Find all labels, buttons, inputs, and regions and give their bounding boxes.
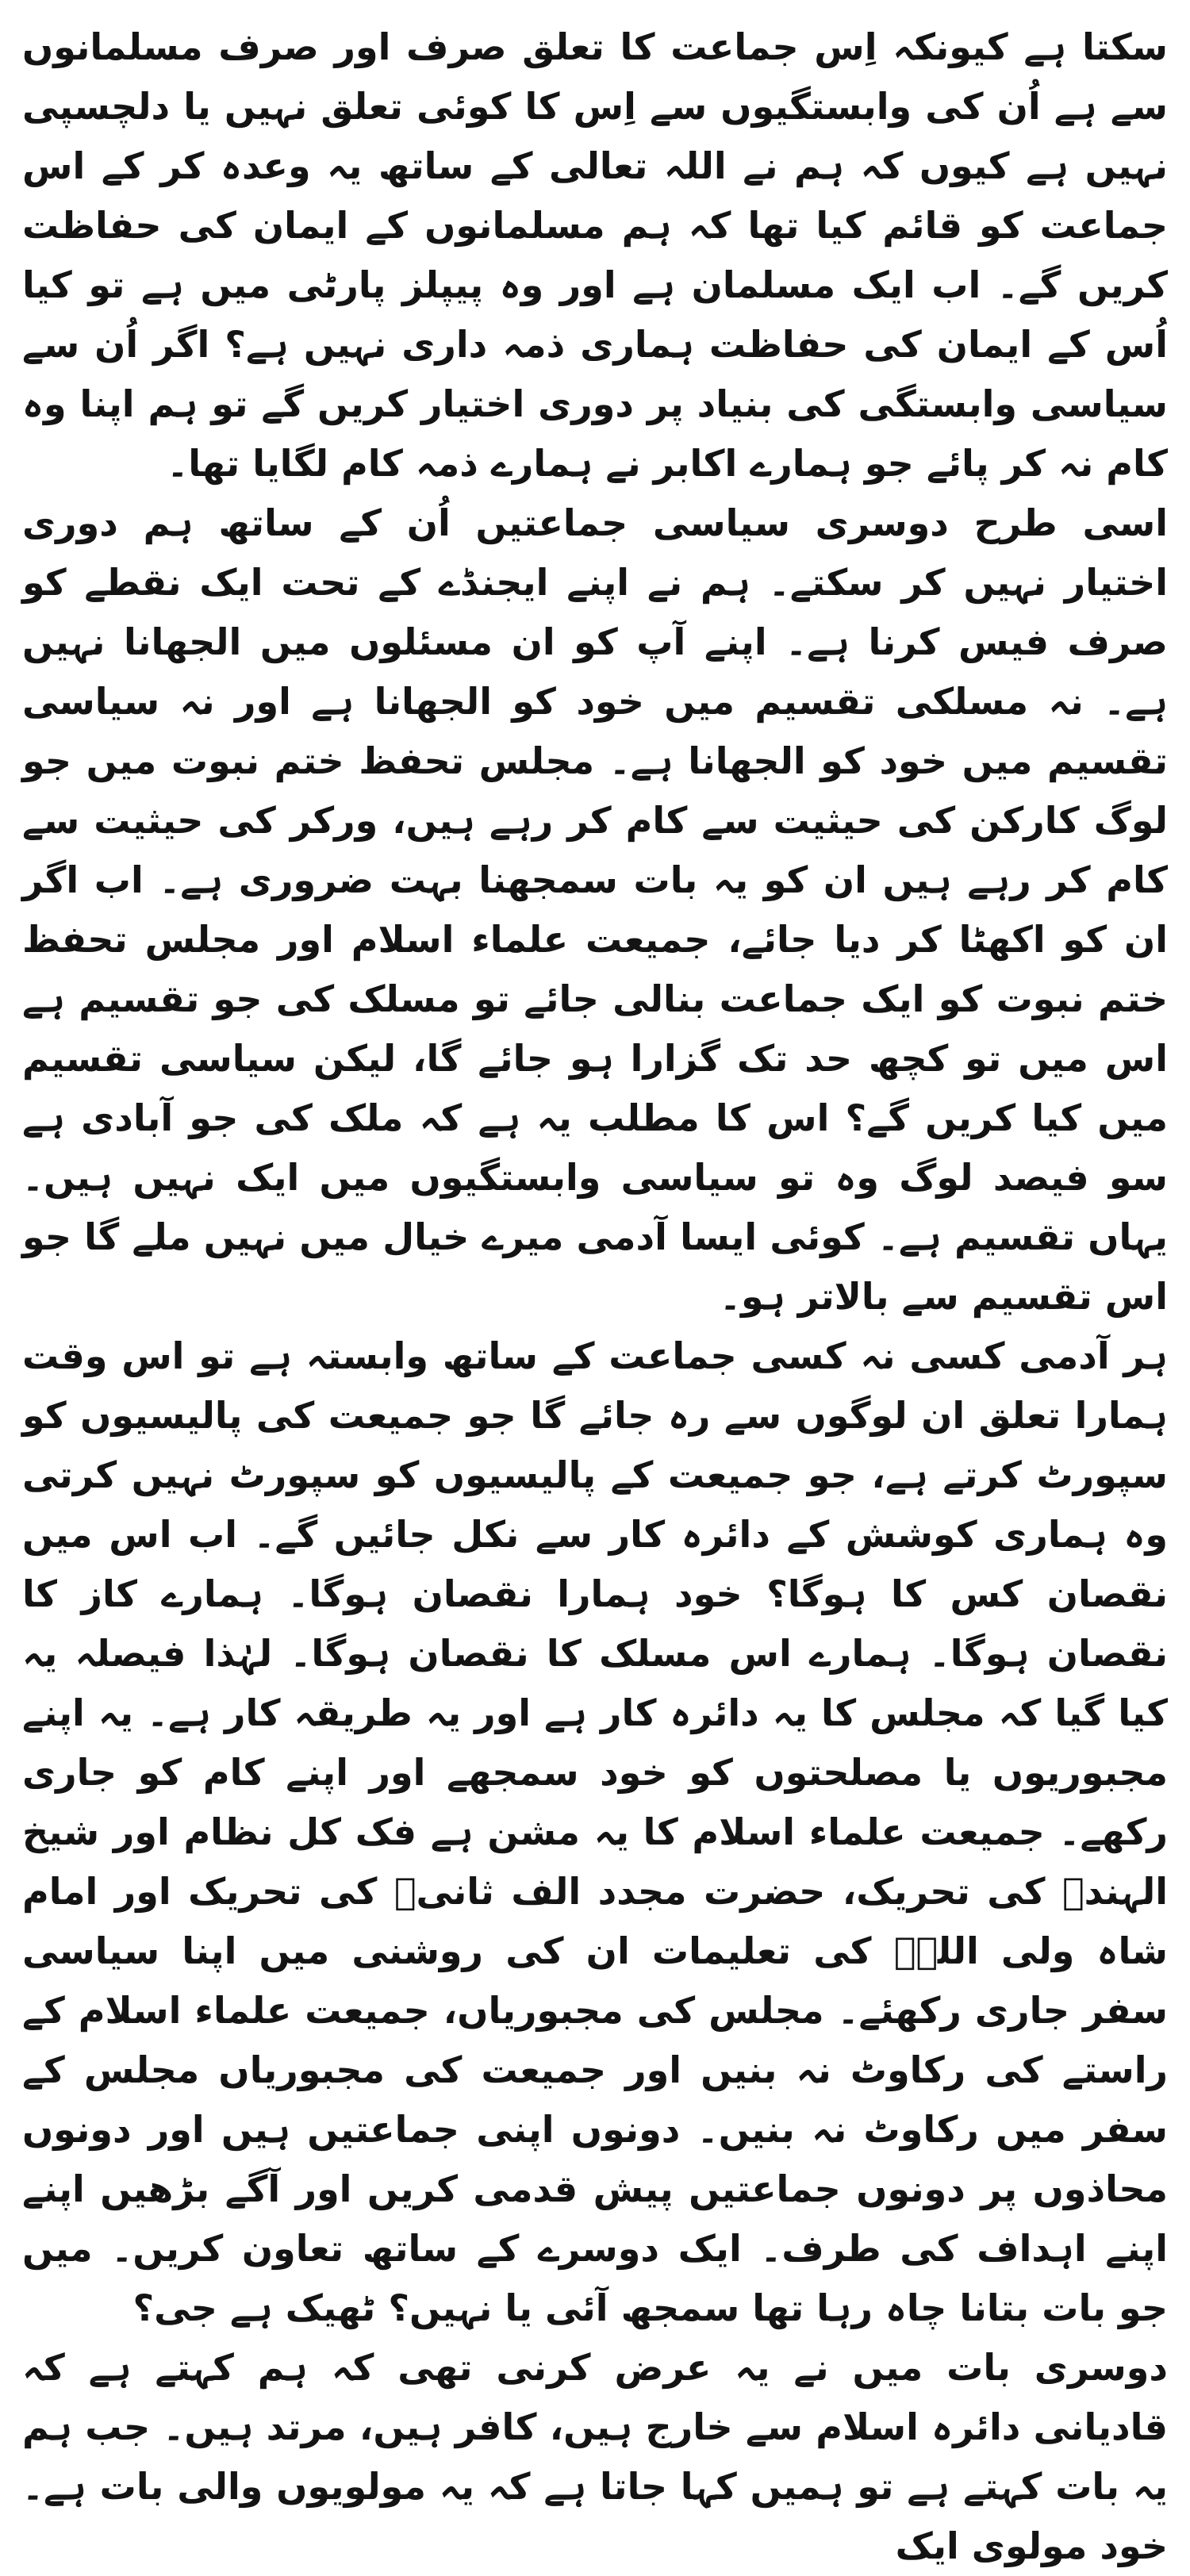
paragraph: ہر آدمی کسی نہ کسی جماعت کے ساتھ وابستہ ہے تو اس وقت ہمارا تعلق ان لوگوں سے رہ جائے گا جو جمیعت کی پالیسیوں کو سپورٹ کرتے ہے، جو جمیعت کے پالیسیوں کو سپورٹ نہیں کرتی وہ ہماری کوشش کے دائرہ کار سے نکل جائیں گے۔ اب اس میں نقصان کس کا ہوگا؟ خود ہمارا نقصان ہوگا۔ ہمارے کاز کا نقصان ہوگا۔ ہمارے اس مسلک کا نقصان ہوگا۔ لہٰذا فیصلہ یہ کیا گیا کہ مجلس کا یہ دائرہ کار ہے اور یہ طریقہ کار ہے۔ یہ اپنے مجبوریوں یا مصلحتوں کو خود سمجھے اور اپنے کام کو جاری رکھے۔ جمیعت علماء اسلام کا یہ مشن ہے فک کل نظام اور شیخ الہندؒ کی تحریک، حضرت مجدد الف ثانیؒ کی تحریک اور امام شاہ ولی اللہؒ کی تعلیمات ان کی روشنی میں اپنا سیاسی سفر جاری رکھئے۔ مجلس کی مجبوریاں، جمیعت علماء اسلام کے راستے کی رکاوٹ نہ بنیں اور جمیعت کی مجبوریاں مجلس کے سفر میں رکاوٹ نہ بنیں۔ دونوں اپنی جماعتیں ہیں اور دونوں محاذوں پر دونوں جماعتیں پیش قدمی کریں اور آگے بڑھیں اپنے اپنے اہداف کی طرف۔ ایک دوسرے کے ساتھ تعاون کریں۔ میں جو بات بتانا چاہ رہا تھا سمجھ آئی یا نہیں؟ ٹھیک ہے جی؟ [22, 1334, 1168, 2329]
paragraph: دوسری بات میں نے یہ عرض کرنی تھی کہ ہم کہتے ہے کہ قادیانی دائرہ اسلام سے خارج ہیں، کافر ہیں، مرتد ہیں۔ جب ہم یہ بات کہتے ہے تو ہمیں کہا جاتا ہے کہ یہ مولویوں والی بات ہے۔ خود مولوی ایک [22, 2346, 1168, 2567]
paragraph: سکتا ہے کیونکہ اِس جماعت کا تعلق صرف اور صرف مسلمانوں سے ہے اُن کی وابستگیوں سے اِس کا کوئی تعلق نہیں یا دلچسپی نہیں ہے کیوں کہ ہم نے اللہ تعالی کے ساتھ یہ وعدہ کر کے اس جماعت کو قائم کیا تھا کہ ہم مسلمانوں کے ایمان کی حفاظت کریں گے۔ اب ایک مسلمان ہے اور وہ پیپلز پارٹی میں ہے تو کیا اُس کے ایمان کی حفاظت ہماری ذمہ داری نہیں ہے؟ اگر اُن سے سیاسی وابستگی کی بنیاد پر دوری اختیار کریں گے تو ہم اپنا وہ کام نہ کر پائے جو ہمارے اکابر نے ہمارے ذمہ کام لگایا تھا۔ [22, 25, 1168, 485]
paragraph: اسی طرح دوسری سیاسی جماعتیں اُن کے ساتھ ہم دوری اختیار نہیں کر سکتے۔ ہم نے اپنے ایجنڈے کے تحت ایک نقطے کو صرف فیس کرنا ہے۔ اپنے آپ کو ان مسئلوں میں الجھانا نہیں ہے۔ نہ مسلکی تقسیم میں خود کو الجھانا ہے اور نہ سیاسی تقسیم میں خود کو الجھانا ہے۔ مجلس تحفظ ختم نبوت میں جو لوگ کارکن کی حیثیت سے کام کر رہے ہیں، ورکر کی حیثیت سے کام کر رہے ہیں ان کو یہ بات سمجھنا بہت ضروری ہے۔ اب اگر ان کو اکھٹا کر دیا جائے، جمیعت علماء اسلام اور مجلس تحفظ ختم نبوت کو ایک جماعت بنالی جائے تو مسلک کی جو تقسیم ہے اس میں تو کچھ حد تک گزارا ہو جائے گا، لیکن سیاسی تقسیم میں کیا کریں گے؟ اس کا مطلب یہ ہے کہ ملک کی جو آبادی ہے سو فیصد لوگ وہ تو سیاسی وابستگیوں میں ایک نہیں ہیں۔ یہاں تقسیم ہے۔ کوئی ایسا آدمی میرے خیال میں نہیں ملے گا جو اس تقسیم سے بالاتر ہو۔ [22, 501, 1168, 1318]
document-page [22, 17, 1168, 2567]
